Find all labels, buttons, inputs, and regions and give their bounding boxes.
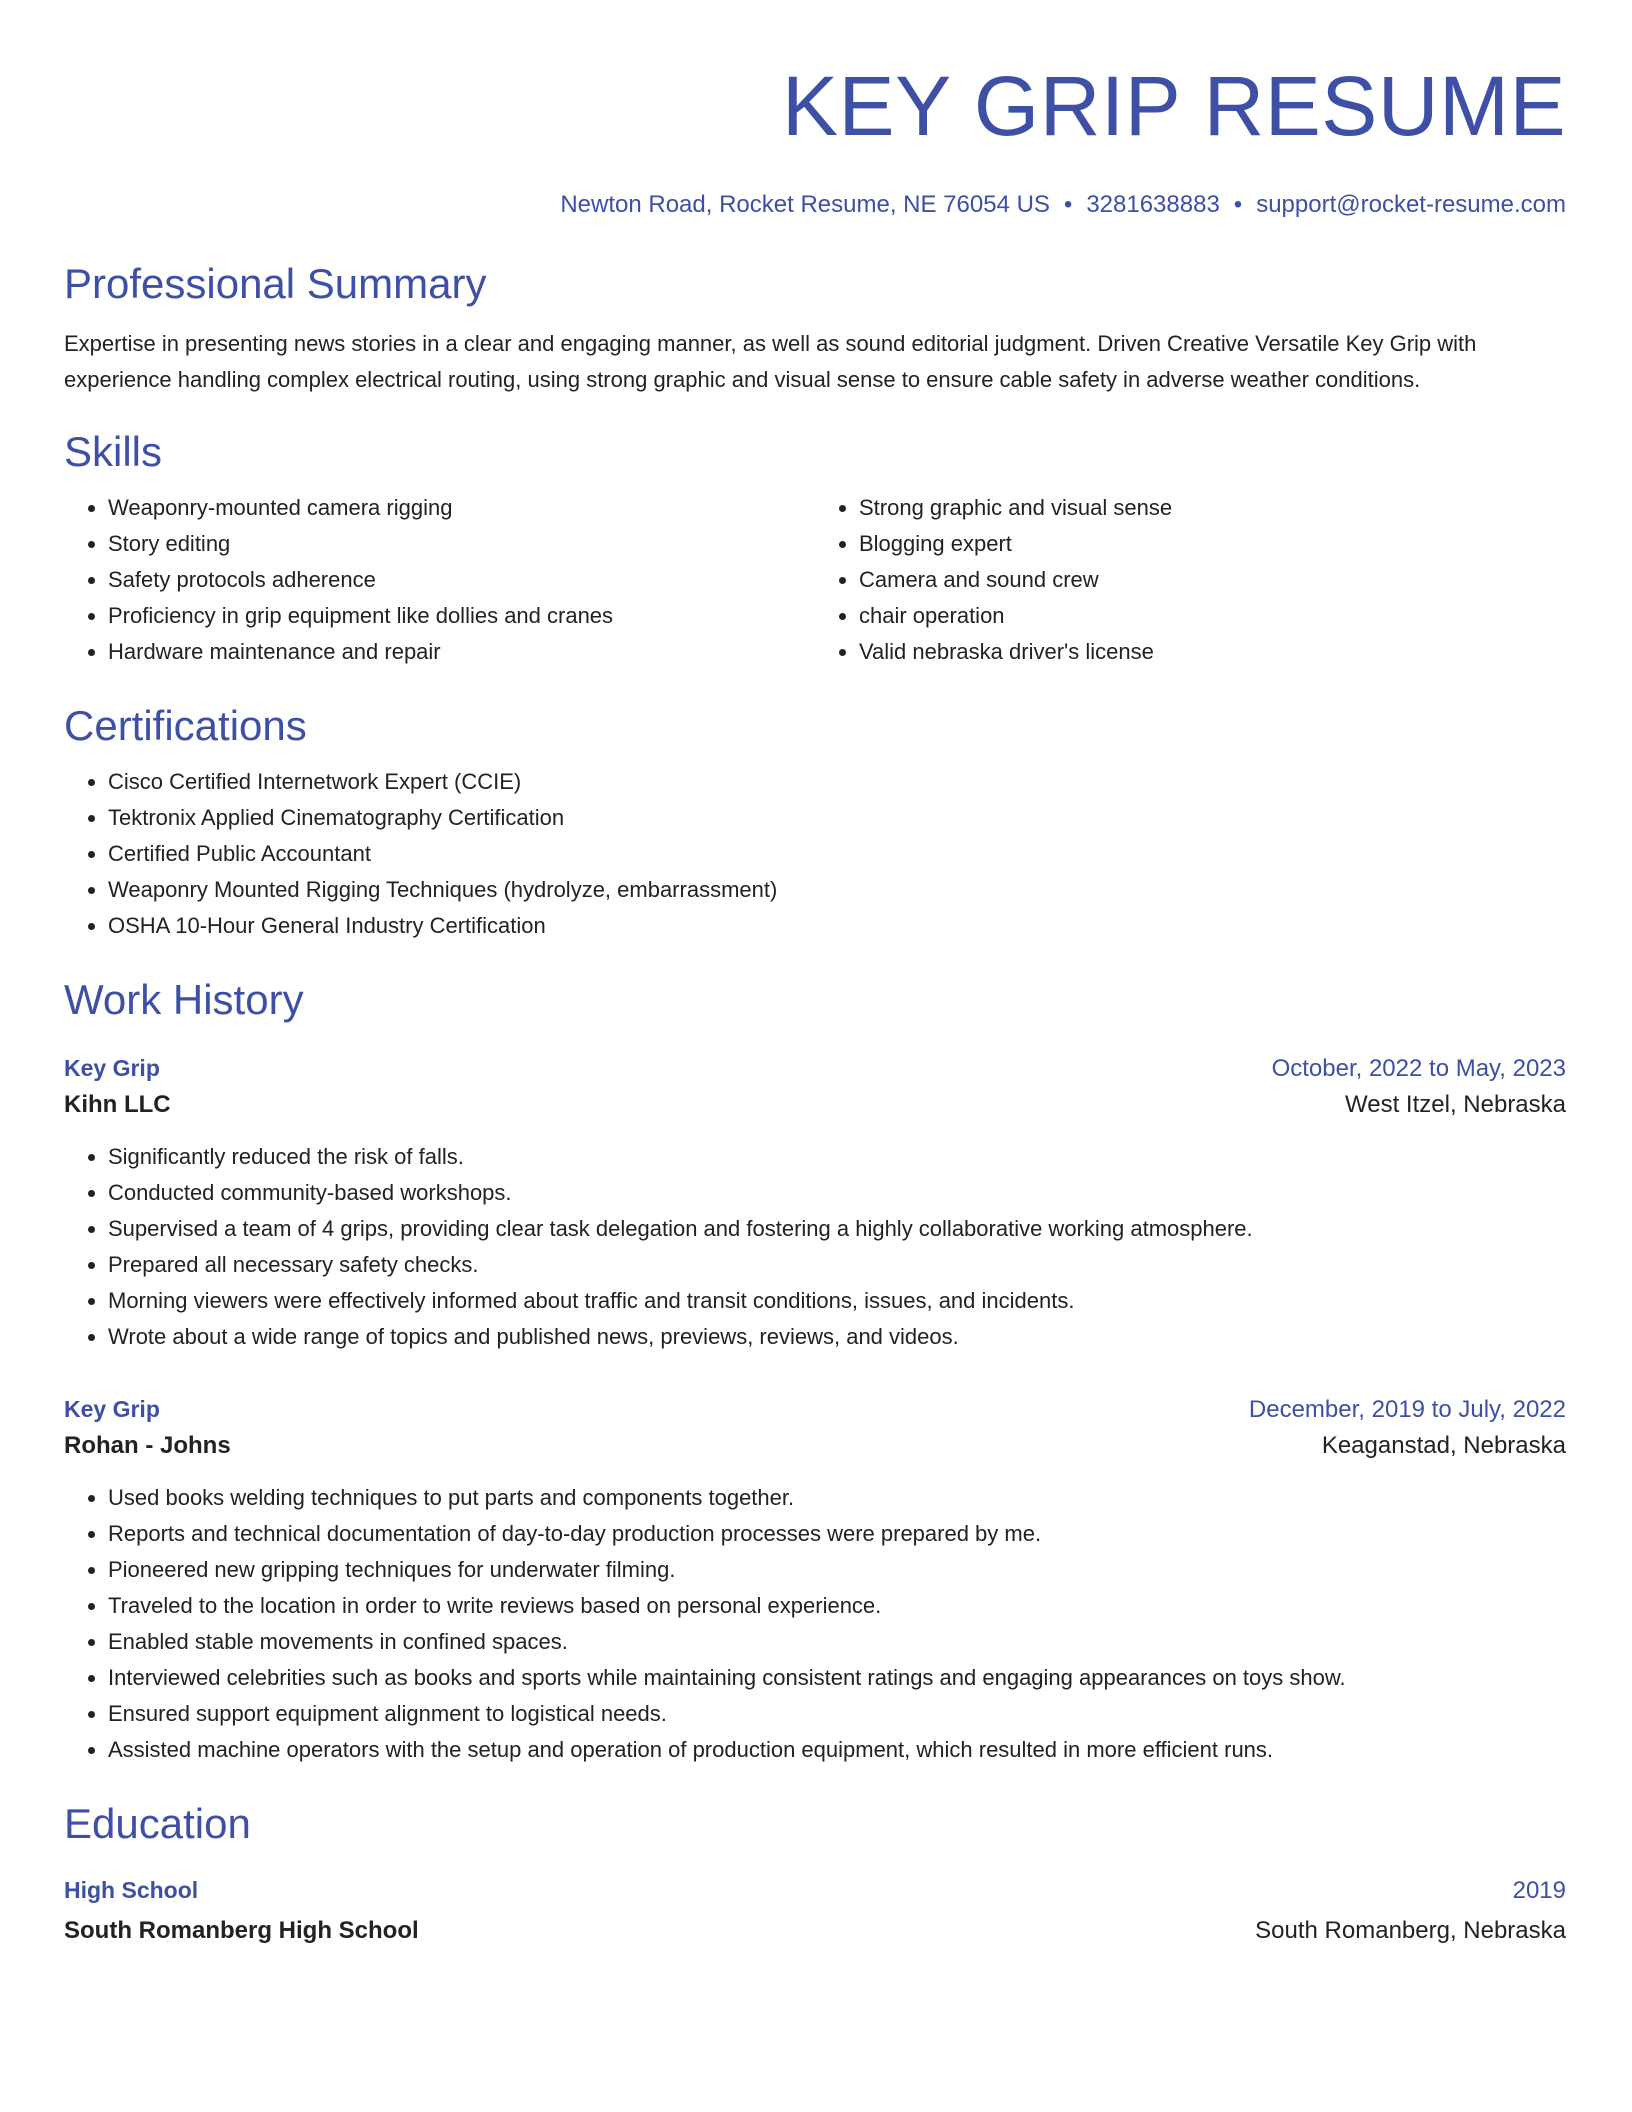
- education-degree: High School: [64, 1877, 199, 1903]
- job-company: Kihn LLC: [64, 1091, 171, 1118]
- job-bullet: • Traveled to the location in order to write reviews based on personal experience.: [108, 1588, 1566, 1624]
- skill-item: • Camera and sound crew: [859, 562, 1566, 598]
- job-entry: [64, 1050, 1566, 1355]
- skills-column-right: [815, 490, 1566, 670]
- job-bullet: • Morning viewers were effectively informed about traffic and transit conditions, issues, and incidents.: [108, 1283, 1566, 1319]
- work-history-heading: Work History: [64, 976, 304, 1023]
- education-year: 2019: [1512, 1877, 1566, 1904]
- certifications-list: [64, 764, 1566, 944]
- job-company-row: [64, 1428, 1566, 1464]
- job-bullet: • Wrote about a wide range of topics and published news, previews, reviews, and videos.: [108, 1319, 1566, 1355]
- education-degree-row: [64, 1872, 1566, 1909]
- certifications-heading: Certifications: [64, 702, 307, 749]
- summary-text: Expertise in presenting news stories in a clear and engaging manner, as well as sound editorial judgment. Driven Creative Versatile Key Grip with experience handling complex electrical routing, using strong graphic and visual sense to ensure cable safety in adverse weather conditions.: [64, 331, 1477, 392]
- summary-heading: Professional Summary: [64, 260, 487, 307]
- job-title: Key Grip: [64, 1055, 160, 1081]
- skills-heading: Skills: [64, 428, 163, 475]
- job-bullet: • Ensured support equipment alignment to logistical needs.: [108, 1696, 1566, 1732]
- certification-item: • OSHA 10-Hour General Industry Certification: [108, 908, 1566, 944]
- education-heading: Education: [64, 1800, 251, 1847]
- job-bullets: [64, 1139, 1566, 1355]
- skill-item: • Valid nebraska driver's license: [859, 634, 1566, 670]
- certification-item: • Cisco Certified Internetwork Expert (CCIE): [108, 764, 1566, 800]
- resume-header: [64, 0, 1566, 220]
- skill-item: • Proficiency in grip equipment like dollies and cranes: [108, 598, 815, 634]
- resume-page: [64, 0, 1566, 1949]
- contact-address: Newton Road, Rocket Resume, NE 76054 US: [560, 191, 1050, 218]
- job-bullet: • Enabled stable movements in confined spaces.: [108, 1624, 1566, 1660]
- contact-phone: 3281638883: [1086, 191, 1220, 218]
- skill-item: • Hardware maintenance and repair: [108, 634, 815, 670]
- job-bullet: • Conducted community-based workshops.: [108, 1175, 1566, 1211]
- skills-column-left: [64, 490, 815, 670]
- job-company-row: [64, 1087, 1566, 1123]
- contact-separator: •: [1233, 191, 1243, 218]
- contact-separator: •: [1063, 191, 1073, 218]
- job-dates: December, 2019 to July, 2022: [1248, 1396, 1566, 1423]
- job-title-row: [64, 1050, 1566, 1087]
- job-title-row: [64, 1391, 1566, 1428]
- job-bullets: [64, 1480, 1566, 1768]
- education-entry: [64, 1872, 1566, 1949]
- job-dates: October, 2022 to May, 2023: [1271, 1055, 1566, 1082]
- job-bullet: • Pioneered new gripping techniques for underwater filming.: [108, 1552, 1566, 1588]
- skill-item: • Blogging expert: [859, 526, 1566, 562]
- skill-item: • Strong graphic and visual sense: [859, 490, 1566, 526]
- certification-item: • Weaponry Mounted Rigging Techniques (hydrolyze, embarrassment): [108, 872, 1566, 908]
- certification-item: • Certified Public Accountant: [108, 836, 1566, 872]
- job-location: Keaganstad, Nebraska: [1321, 1432, 1566, 1459]
- job-bullet: • Used books welding techniques to put parts and components together.: [108, 1480, 1566, 1516]
- job-bullet: • Significantly reduced the risk of falls.: [108, 1139, 1566, 1175]
- job-bullet: • Assisted machine operators with the setup and operation of production equipment, which resulted in more efficient runs.: [108, 1732, 1566, 1768]
- job-bullet: • Reports and technical documentation of day-to-day production processes were prepared by me.: [108, 1516, 1566, 1552]
- contact-email[interactable]: support@rocket-resume.com: [1256, 191, 1566, 218]
- education-school-row: [64, 1913, 1566, 1949]
- job-title: Key Grip: [64, 1396, 160, 1422]
- education-school: South Romanberg High School: [64, 1917, 419, 1944]
- skills-list: [64, 490, 1566, 670]
- skill-item: • Safety protocols adherence: [108, 562, 815, 598]
- job-bullet: • Interviewed celebrities such as books and sports while maintaining consistent ratings and engaging appearances on toys show.: [108, 1660, 1566, 1696]
- resume-title: KEY GRIP RESUME: [782, 59, 1566, 153]
- job-bullet: • Supervised a team of 4 grips, providing clear task delegation and fostering a highly collaborative working atmosphere.: [108, 1211, 1566, 1247]
- job-entry: [64, 1391, 1566, 1768]
- contact-line: [64, 190, 1566, 220]
- job-location: West Itzel, Nebraska: [1345, 1091, 1566, 1118]
- education-location: South Romanberg, Nebraska: [1255, 1917, 1566, 1944]
- skill-item: • Weaponry-mounted camera rigging: [108, 490, 815, 526]
- job-bullet: • Prepared all necessary safety checks.: [108, 1247, 1566, 1283]
- job-company: Rohan - Johns: [64, 1432, 231, 1459]
- skill-item: • chair operation: [859, 598, 1566, 634]
- certification-item: • Tektronix Applied Cinematography Certification: [108, 800, 1566, 836]
- skill-item: • Story editing: [108, 526, 815, 562]
